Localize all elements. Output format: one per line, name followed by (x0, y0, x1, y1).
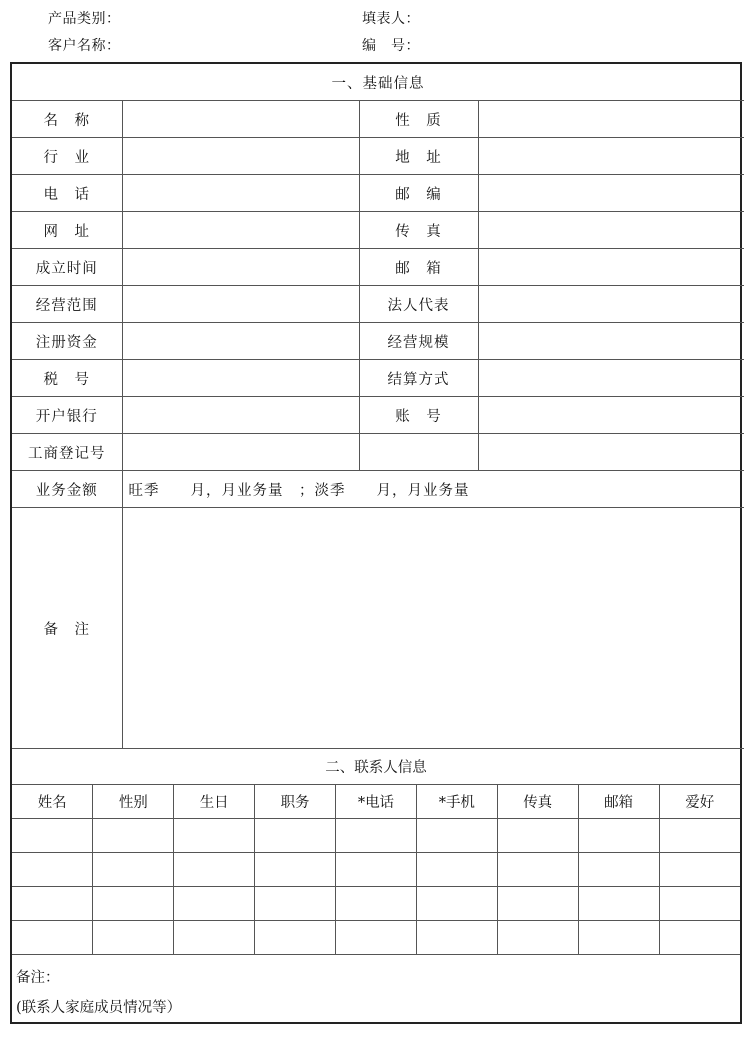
table-cell[interactable] (12, 819, 93, 853)
field-industry[interactable] (122, 138, 359, 175)
table-cell[interactable] (336, 819, 417, 853)
field-business-reg[interactable] (122, 434, 359, 471)
col-header: 生日 (174, 785, 255, 819)
label-name: 名 称 (12, 101, 122, 138)
table-cell[interactable] (336, 921, 417, 955)
footer-remark (12, 955, 740, 1023)
label-business-scope: 经营范围 (12, 286, 122, 323)
col-header: 传真 (497, 785, 578, 819)
footer-remark-label: 备注： (16, 970, 60, 986)
table-cell[interactable] (336, 853, 417, 887)
field-business-amount[interactable]: 旺季 月，月业务量 ；淡季 月，月业务量 (122, 471, 744, 508)
table-cell[interactable] (93, 887, 174, 921)
field-postcode[interactable] (478, 175, 744, 212)
table-cell[interactable] (416, 819, 497, 853)
label-business-amount: 业务金额 (12, 471, 122, 508)
table-cell[interactable] (416, 853, 497, 887)
label-business-scale: 经营规模 (359, 323, 478, 360)
footer-remark-note: (联系人家庭成员情况等） (16, 1000, 182, 1016)
field-address[interactable] (478, 138, 744, 175)
field-remark[interactable] (122, 508, 744, 749)
table-cell[interactable] (174, 853, 255, 887)
field-business-scale[interactable] (478, 323, 744, 360)
table-cell[interactable] (578, 921, 659, 955)
field-registered-capital[interactable] (122, 323, 359, 360)
table-row (12, 853, 740, 887)
section-basic-info-title: 一、基础信息 (12, 64, 744, 101)
field-bank[interactable] (122, 397, 359, 434)
table-cell[interactable] (255, 921, 336, 955)
col-header: 爱好 (659, 785, 740, 819)
table-cell[interactable] (578, 853, 659, 887)
field-email[interactable] (478, 249, 744, 286)
table-cell[interactable] (497, 819, 578, 853)
table-cell[interactable] (12, 853, 93, 887)
table-cell[interactable] (174, 887, 255, 921)
table-cell[interactable] (174, 819, 255, 853)
col-header: 邮箱 (578, 785, 659, 819)
label-founded: 成立时间 (12, 249, 122, 286)
table-cell[interactable] (497, 887, 578, 921)
field-settlement[interactable] (478, 360, 744, 397)
label-phone: 电 话 (12, 175, 122, 212)
label-account: 账 号 (359, 397, 478, 434)
label-fax: 传 真 (359, 212, 478, 249)
table-cell[interactable] (93, 921, 174, 955)
table-cell[interactable] (497, 853, 578, 887)
table-cell[interactable] (416, 887, 497, 921)
label-industry: 行 业 (12, 138, 122, 175)
label-remark: 备 注 (12, 508, 122, 749)
table-row (12, 819, 740, 853)
customer-name-label: 客户名称： (48, 38, 121, 54)
table-cell[interactable] (93, 853, 174, 887)
table-cell[interactable] (255, 819, 336, 853)
table-cell[interactable] (578, 887, 659, 921)
table-cell[interactable] (578, 819, 659, 853)
field-empty[interactable] (478, 434, 744, 471)
field-name[interactable] (122, 101, 359, 138)
table-cell[interactable] (93, 819, 174, 853)
contact-info-table (12, 749, 740, 955)
col-header: *手机 (416, 785, 497, 819)
table-cell[interactable] (12, 921, 93, 955)
filler-label: 填表人： (362, 11, 420, 27)
table-cell[interactable] (659, 853, 740, 887)
table-cell[interactable] (255, 853, 336, 887)
table-cell[interactable] (659, 887, 740, 921)
label-bank: 开户银行 (12, 397, 122, 434)
field-phone[interactable] (122, 175, 359, 212)
col-header: *电话 (336, 785, 417, 819)
field-fax[interactable] (478, 212, 744, 249)
label-address: 地 址 (359, 138, 478, 175)
field-website[interactable] (122, 212, 359, 249)
label-website: 网 址 (12, 212, 122, 249)
label-email: 邮 箱 (359, 249, 478, 286)
label-registered-capital: 注册资金 (12, 323, 122, 360)
basic-info-table (12, 64, 744, 749)
label-tax-number: 税 号 (12, 360, 122, 397)
label-nature: 性 质 (359, 101, 478, 138)
product-category-label: 产品类别： (48, 11, 121, 27)
field-account[interactable] (478, 397, 744, 434)
customer-info-form (10, 62, 742, 1024)
table-cell[interactable] (255, 887, 336, 921)
label-legal-rep: 法人代表 (359, 286, 478, 323)
table-row (12, 921, 740, 955)
field-nature[interactable] (478, 101, 744, 138)
table-cell[interactable] (336, 887, 417, 921)
serial-number-label: 编 号： (362, 38, 420, 54)
field-legal-rep[interactable] (478, 286, 744, 323)
section-contact-title: 二、联系人信息 (12, 749, 740, 785)
field-tax-number[interactable] (122, 360, 359, 397)
field-founded[interactable] (122, 249, 359, 286)
table-cell[interactable] (497, 921, 578, 955)
table-cell[interactable] (416, 921, 497, 955)
label-postcode: 邮 编 (359, 175, 478, 212)
col-header: 姓名 (12, 785, 93, 819)
table-cell[interactable] (12, 887, 93, 921)
col-header: 性别 (93, 785, 174, 819)
label-settlement: 结算方式 (359, 360, 478, 397)
field-business-scope[interactable] (122, 286, 359, 323)
label-empty (359, 434, 478, 471)
col-header: 职务 (255, 785, 336, 819)
table-cell[interactable] (174, 921, 255, 955)
table-row (12, 887, 740, 921)
label-business-reg: 工商登记号 (12, 434, 122, 471)
table-cell[interactable] (659, 819, 740, 853)
table-cell[interactable] (659, 921, 740, 955)
